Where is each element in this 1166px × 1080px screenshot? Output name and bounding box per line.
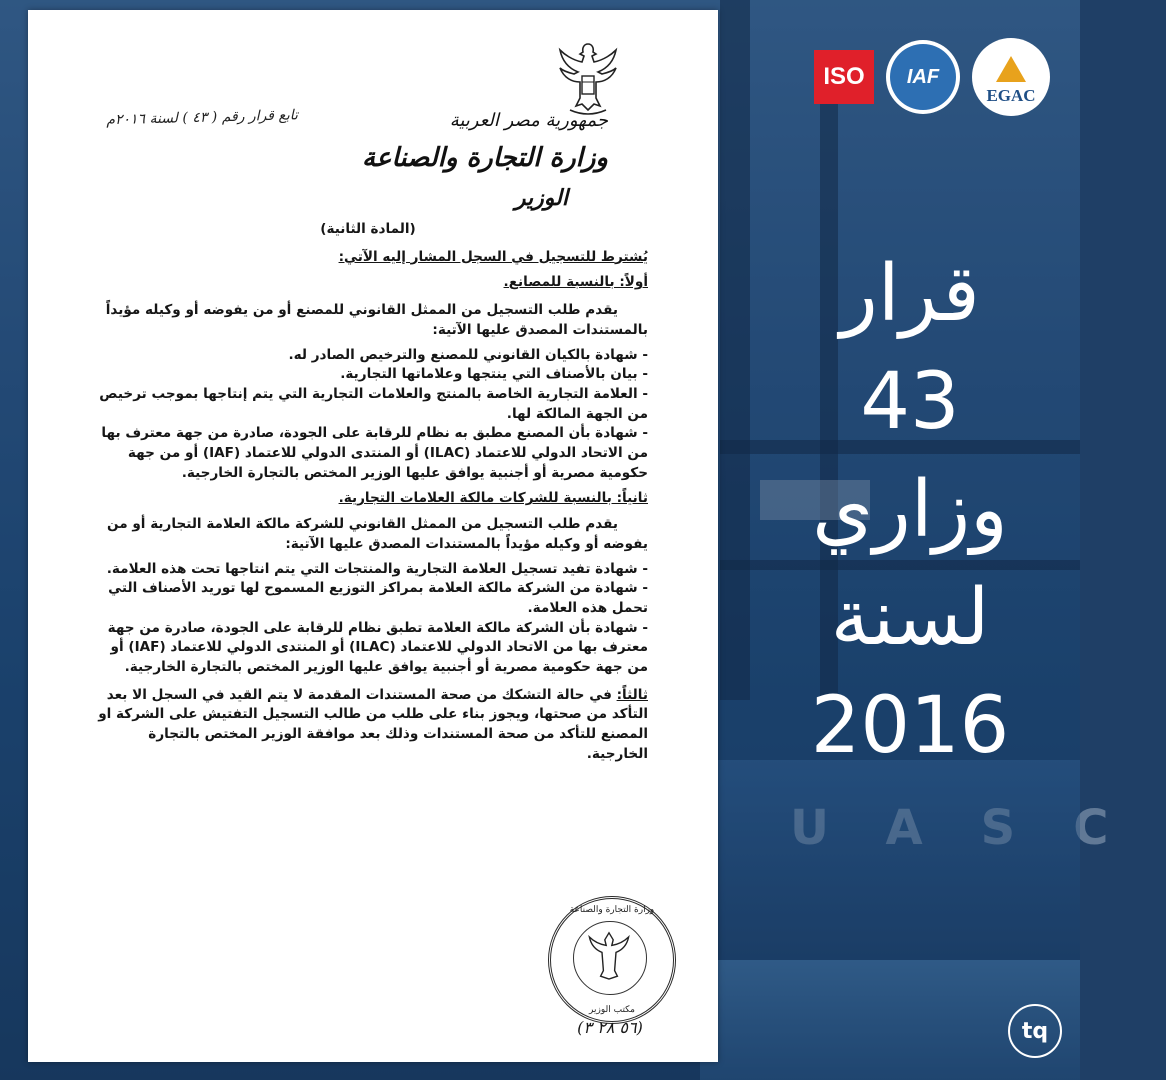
seal-text-top: وزارة التجارة والصناعة bbox=[569, 905, 655, 915]
document-number: (٥٦ ٢٨ ٣) bbox=[577, 1018, 643, 1037]
list-item: - شهادة بأن الشركة مالكة العلامة تطبق نظام للرقابة على الجودة، صادرة من جهة معترف بها من الاتحاد الدولي للاعتماد (ILAC) أو المنتدى الدولي للاعتماد (IAF) أو من جهة حكومية مصرية أو أجنبية يوافق عليها الوزير المختص بالتجارة الخارجية. bbox=[107, 619, 648, 676]
list-item: - العلامة التجارية الخاصة بالمنتج والعلامات التجارية التي يتم إنتاجها بموجب ترخيص من الجهة المالكة لها. bbox=[99, 385, 648, 422]
document-body bbox=[88, 220, 648, 765]
list-item: - بيان بالأصناف التي ينتجها وعلاماتها التجارية. bbox=[340, 366, 648, 383]
minister-title: الوزير bbox=[514, 185, 568, 211]
brand-corner-logo bbox=[1008, 1004, 1062, 1058]
egypt-eagle-emblem-icon bbox=[556, 40, 620, 120]
section-1-paragraph: يقدم طلب التسجيل من الممثل القانوني للمصنع أو من يفوضه أو وكيله مؤيداً بالمستندات المصدق عليها الآتية: bbox=[105, 302, 648, 338]
iaf-logo-text: IAF bbox=[906, 65, 940, 88]
pyramid-icon bbox=[996, 56, 1026, 82]
section-3 bbox=[88, 686, 648, 765]
accreditation-logos bbox=[814, 38, 1050, 116]
list-item: - شهادة بالكيان القانوني للمصنع والترخيص الصادر له. bbox=[288, 346, 648, 363]
list-item: - شهادة تفيد تسجيل العلامة التجارية والمنتجات التي يتم انتاجها تحت هذه العلامة. bbox=[106, 560, 648, 577]
section-1-list bbox=[88, 346, 648, 484]
section-3-paragraph: في حالة التشكك من صحة المستندات المقدمة لا يتم القيد في السجل الا بعد التأكد من صحتها، ويجوز بناء على طلب من طالب التسجيل التفتيش على الشركة او المصنع للتأكد من صحة المستندات وذلك بعد موافقة الوزير المختص بالتجارة الخارجية. bbox=[98, 686, 648, 762]
iso-logo bbox=[814, 50, 874, 104]
egac-logo bbox=[972, 38, 1050, 116]
section-3-heading: ثالثاً: bbox=[616, 686, 648, 703]
decree-title bbox=[795, 240, 1025, 780]
iso-logo-text: ISO bbox=[823, 63, 865, 90]
official-seal bbox=[548, 896, 676, 1024]
brand-logo-text: tq bbox=[1021, 1018, 1049, 1044]
seal-eagle-icon bbox=[586, 930, 632, 986]
title-line-3: وزاري bbox=[812, 465, 1008, 555]
title-line-5: 2016 bbox=[810, 681, 1010, 771]
ship-hull-text: UASC bbox=[790, 800, 1166, 856]
intro-line: يُشترط للتسجيل في السجل المشار إليه الآتي: bbox=[338, 248, 648, 265]
section-2-paragraph: يقدم طلب التسجيل من الممثل القانوني للشركة مالكة العلامة التجارية أو من يفوضه أو وكيله مؤيداً بالمستندات المصدق عليها الآتية: bbox=[106, 516, 648, 552]
article-title: (المادة الثانية) bbox=[320, 221, 416, 237]
section-2-heading: ثانياً: بالنسبة للشركات مالكة العلامات التجارية. bbox=[338, 490, 648, 507]
title-line-2: 43 bbox=[860, 357, 960, 447]
republic-name: جمهورية مصر العربية bbox=[449, 110, 608, 131]
iaf-logo bbox=[886, 40, 960, 114]
title-line-1: قرار bbox=[840, 249, 980, 339]
decree-document bbox=[28, 10, 718, 1062]
section-1-heading: أولاً: بالنسبة للمصانع. bbox=[503, 274, 648, 291]
title-line-4: لسنة bbox=[830, 573, 990, 663]
handwritten-note: تابع قرار رقم ( ٤٣ ) لسنة ٢٠١٦م bbox=[106, 107, 299, 129]
letterhead bbox=[362, 110, 608, 211]
egac-logo-text: EGAC bbox=[986, 86, 1036, 105]
section-2-list bbox=[88, 560, 648, 678]
list-item: - شهادة بأن المصنع مطبق به نظام للرقابة على الجودة، صادرة من جهة معترف بها من الاتحاد الدولي للاعتماد (ILAC) أو المنتدى الدولي للاعتماد (IAF) أو من جهة حكومية مصرية أو أجنبية يوافق عليها الوزير المختص بالتجارة الخارجية. bbox=[101, 425, 648, 481]
ministry-name: وزارة التجارة والصناعة bbox=[362, 143, 608, 173]
list-item: - شهادة من الشركة مالكة العلامة بمراكز التوزيع المسموح لها توريد الأصناف التي تحمل هذه العلامة. bbox=[108, 580, 648, 616]
seal-text-bottom: مكتب الوزير bbox=[589, 1005, 635, 1015]
